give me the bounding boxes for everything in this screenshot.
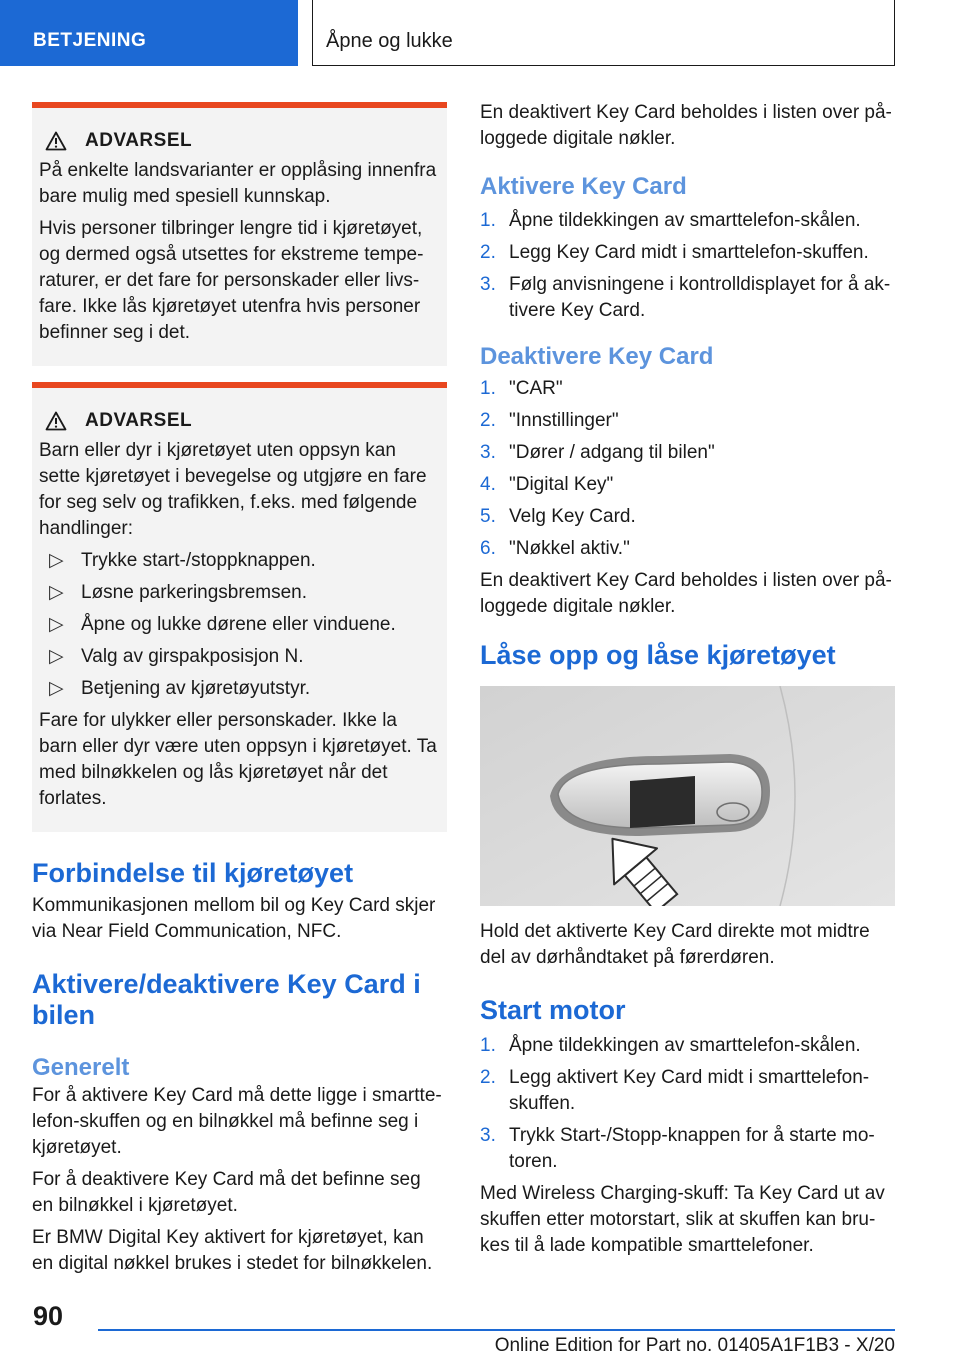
list-item: ▷ Valg av girspakposisjon N. [49, 646, 304, 667]
list-item: 4. "Digital Key" [480, 474, 614, 495]
list-item: 3. Følg anvisningene i kontrolldisplayet for å ak-tivere Key Card. [480, 274, 891, 321]
list-item: 2. Legg Key Card midt i smarttelefon-skuffen. [480, 242, 869, 263]
chapter-title: Åpne og lukke [312, 0, 895, 66]
body-text: For å deaktivere Key Card må det befinne seg en bilnøkkel i kjøretøyet. [32, 1169, 421, 1216]
page-number: 90 [33, 1301, 64, 1331]
list-item: ▷ Trykke start-/stoppknappen. [49, 550, 316, 571]
warning-triangle-icon [45, 131, 67, 151]
body-text: En deaktivert Key Card beholdes i listen over på-loggede digitale nøkler. [480, 570, 892, 617]
warning-box [32, 382, 447, 832]
list-item: ▷ Åpne og lukke dørene eller vinduene. [49, 614, 396, 635]
section-tab: BETJENING [0, 0, 298, 66]
left-column [32, 102, 447, 1283]
warning-title: ADVARSEL [39, 410, 439, 432]
list-item: 3. "Dører / adgang til bilen" [480, 442, 715, 463]
list-item: 6. "Nøkkel aktiv." [480, 538, 630, 559]
list-item: 2. Legg aktivert Key Card midt i smarttelefon-skuffen. [480, 1067, 870, 1114]
door-handle-illustration-graphic [480, 686, 895, 906]
warning-text: På enkelte landsvarianter er opplåsing innenfra bare mulig med spesiell kunnskap. [39, 160, 437, 207]
body-text: Er BMW Digital Key aktivert for kjøretøyet, kan en digital nøkkel brukes i stedet for bilnøkkelen. [32, 1227, 433, 1274]
list-item: ▷ Løsne parkeringsbremsen. [49, 582, 307, 603]
warning-text: Fare for ulykker eller personskader. Ikke la barn eller dyr være uten oppsyn i kjøretøyet. Ta med bilnøkkelen og lås kjøretøyet når det forlates. [39, 710, 437, 809]
action-list [39, 548, 439, 702]
body-text: Med Wireless Charging-skuff: Ta Key Card ut av skuffen etter motorstart, slik at skuffen kan bru-kes til å lade kompatible smarttelefoner. [480, 1183, 885, 1256]
footer-divider [98, 1329, 895, 1331]
section-heading: Låse opp og låse kjøretøyet [480, 640, 836, 670]
section-heading: Start motor [480, 995, 626, 1025]
warning-title: ADVARSEL [39, 130, 439, 152]
warning-box [32, 102, 447, 366]
list-item: 1. Åpne tildekkingen av smarttelefon-skålen. [480, 210, 861, 231]
body-text: Kommunikasjonen mellom bil og Key Card skjer via Near Field Communication, NFC. [32, 895, 436, 942]
warning-text: Barn eller dyr i kjøretøyet uten oppsyn kan sette kjøretøyet i bevegelse og utgjøre en fare for seg selv og trafikken, f.eks. med følgende handlinger: [39, 440, 427, 539]
steps-list [480, 376, 895, 562]
door-handle-illustration [480, 686, 895, 906]
subheading: Aktivere Key Card [480, 173, 687, 200]
body-text: For å aktivere Key Card må dette ligge i smartte-lefon-skuffen og en bilnøkkel må befinne seg i kjøretøyet. [32, 1085, 442, 1158]
list-item: 1. Åpne tildekkingen av smarttelefon-skålen. [480, 1035, 861, 1056]
body-text: En deaktivert Key Card beholdes i listen over på-loggede digitale nøkler. [480, 102, 892, 149]
edition-footer: Online Edition for Part no. 01405A1F1B3 - X/20 [494, 1335, 895, 1356]
section-heading: Aktivere/deaktivere Key Card i bilen [32, 969, 421, 1030]
subheading: Deaktivere Key Card [480, 343, 714, 370]
right-column [480, 100, 895, 1265]
section-heading: Forbindelse til kjøretøyet [32, 858, 354, 888]
steps-list [480, 208, 895, 324]
list-item: 3. Trykk Start-/Stopp-knappen for å starte mo-toren. [480, 1125, 875, 1172]
page-header [0, 0, 960, 66]
image-caption: Hold det aktiverte Key Card direkte mot midtre del av dørhåndtaket på førerdøren. [480, 921, 870, 968]
list-item: ▷ Betjening av kjøretøyutstyr. [49, 678, 311, 699]
steps-list [480, 1033, 895, 1175]
warning-triangle-icon [45, 411, 67, 431]
list-item: 1. "CAR" [480, 378, 563, 399]
warning-text: Hvis personer tilbringer lengre tid i kjøretøyet, og dermed også utsettes for ekstreme tempe-raturer, er det fare for personskader eller livs-fare. Ikke lås kjøretøyet utenfra hvis personer befinner seg i det. [39, 218, 424, 343]
subheading: Generelt [32, 1054, 130, 1081]
list-item: 5. Velg Key Card. [480, 506, 636, 527]
list-item: 2. "Innstillinger" [480, 410, 619, 431]
